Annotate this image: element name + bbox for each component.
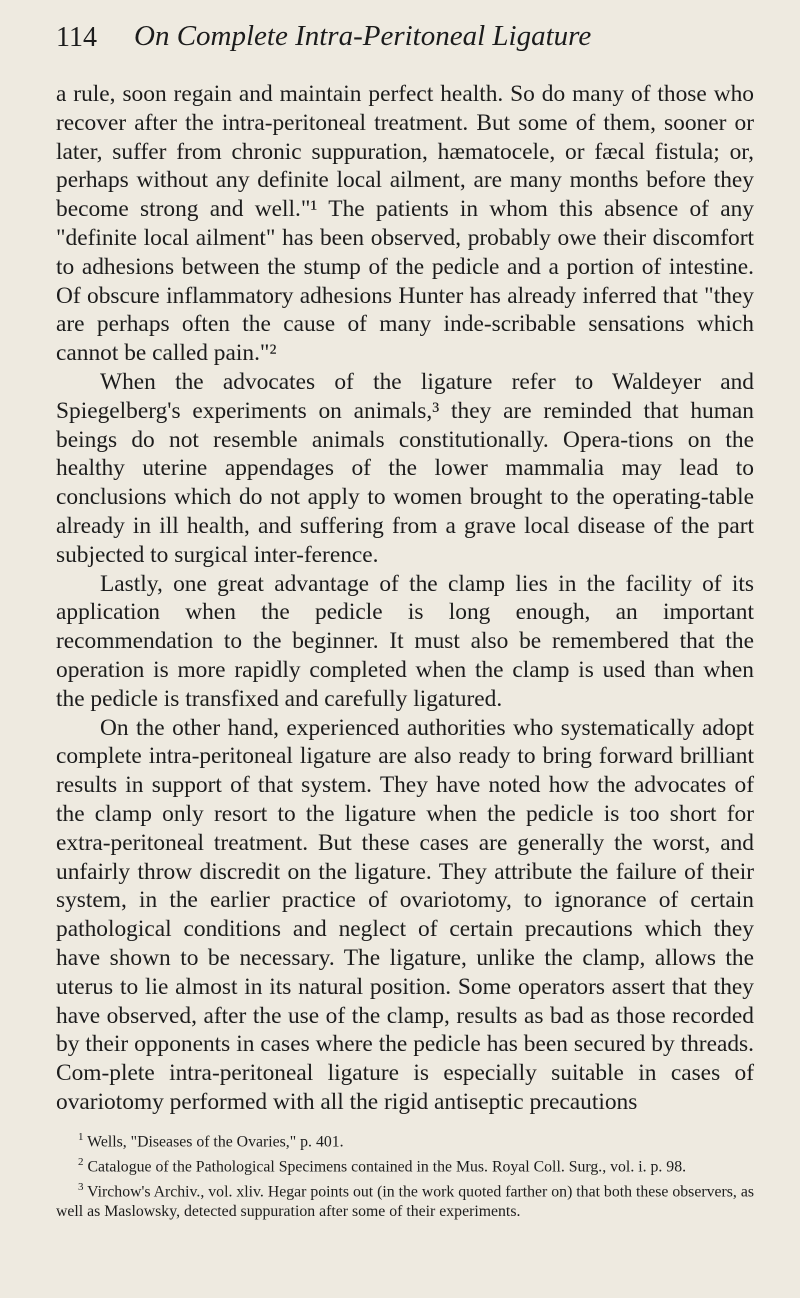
running-title: On Complete Intra-Peritoneal Ligature — [134, 20, 592, 52]
footnote — [56, 1152, 754, 1177]
page-content — [56, 80, 754, 1222]
footnote-text: Wells, "Diseases of the Ovaries," p. 401. — [87, 1132, 344, 1150]
footnote-mark: 3 — [78, 1181, 84, 1194]
paragraph: a rule, soon regain and maintain perfect health. So do many of those who recover after the intra-peritoneal treatment. But some of them, sooner or later, suffer from chronic suppuration, hæmatocele, or fæcal fistula; or, perhaps without any definite local ailment, are many months before they become strong and well."¹ The patients in whom this absence of any "definite local ailment" has been observed, probably owe their discomfort to adhesions between the stump of the pedicle and a portion of intestine. Of obscure inflammatory adhesions Hunter has already inferred that "they are perhaps often the cause of many inde-scribable sensations which cannot be called pain."² — [56, 81, 754, 367]
footnotes — [56, 1127, 754, 1223]
body-text — [56, 80, 754, 1117]
footnote-text: Virchow's Archiv., vol. xliv. Hegar points out (in the work quoted farther on) that both these observers, as well as Maslowsky, detected suppuration after some of their experiments. — [56, 1183, 754, 1221]
footnote — [56, 1127, 754, 1152]
paragraph: Lastly, one great advantage of the clamp lies in the facility of its application when the pedicle is long enough, an important recommendation to the beginner. It must also be remembered that the operation is more rapidly completed when the clamp is used than when the pedicle is transfixed and carefully ligatured. — [56, 570, 754, 712]
paragraph: On the other hand, experienced authorities who systematically adopt complete intra-peritoneal ligature are also ready to bring forward brilliant results in support of that system. They have noted how the advocates of the clamp only resort to the ligature when the pedicle is too short for extra-peritoneal treatment. But these cases are generally the worst, and unfairly throw discredit on the ligature. They attribute the failure of their system, in the earlier practice of ovariotomy, to ignorance of certain pathological conditions and neglect of certain precautions which they have shown to be necessary. The ligature, unlike the clamp, allows the uterus to lie almost in its natural position. Some operators assert that they have observed, after the use of the clamp, results as bad as those recorded by their opponents in cases where the pedicle has been secured by threads. Com-plete intra-peritoneal ligature is especially suitable in cases of ovariotomy performed with all the rigid antiseptic precautions — [56, 714, 754, 1115]
footnote-mark: 2 — [78, 1155, 84, 1168]
paragraph: When the advocates of the ligature refer to Waldeyer and Spiegelberg's experiments on animals,³ they are reminded that human beings do not resemble animals constitutionally. Opera-tions on the healthy uterine appendages of the lower mammalia may lead to conclusions which do not apply to women brought to the operating-table already in ill health, and suffering from a grave local disease of the part subjected to surgical inter-ference. — [56, 368, 754, 568]
page-number: 114 — [56, 22, 97, 53]
footnote-text: Catalogue of the Pathological Specimens contained in the Mus. Royal Coll. Surg., vol. i. p. 98. — [87, 1158, 687, 1176]
page-header — [56, 20, 754, 64]
footnote-mark: 1 — [78, 1130, 84, 1143]
footnote — [56, 1177, 754, 1222]
